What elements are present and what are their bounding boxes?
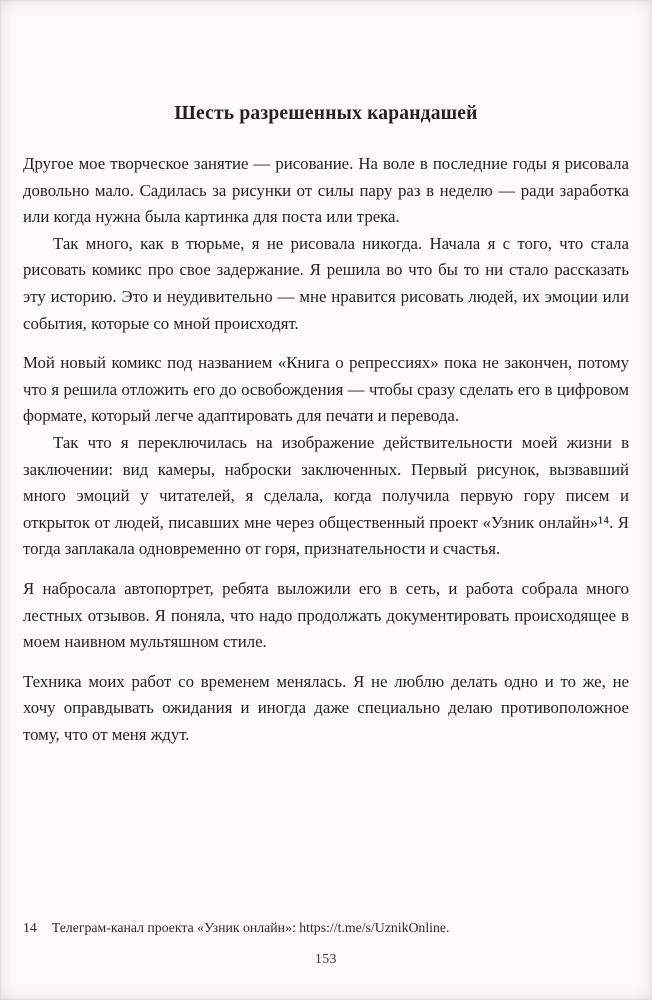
body-text bbox=[23, 151, 629, 748]
paragraph: Мой новый комикс под названием «Книга о репрессиях» пока не закончен, потому что я решила отложить его до освобождения — чтобы сразу сделать его в цифровом формате, который легче адаптировать для печати и перевода. bbox=[23, 353, 629, 426]
chapter-title: Шесть разрешенных карандашей bbox=[174, 103, 478, 124]
footnote bbox=[23, 918, 629, 938]
paragraph: Я набросала автопортрет, ребята выложили его в сеть, и работа собрала много лестных отзывов. Я поняла, что надо продолжать документировать происходящее в моем наивном мультяшном стиле. bbox=[23, 578, 629, 652]
paragraph: Так что я переключилась на изображение действительности моей жизни в заключении: вид камеры, наброски заключенных. Первый рисунок, вызвавший много эмоций у читателей, я сделала, когда получила первую гору писем и открыток от людей, писавших мне через общественный проект «Узник онлайн»¹⁴. Я тогда заплакала одновременно от горя, признательности и счастья. bbox=[23, 432, 629, 559]
paragraph: Так много, как в тюрьме, я не рисовала никогда. Начала я с того, что стала рисовать комикс про свое задержание. Я решила во что бы то ни стало рассказать эту историю. Это и неудивительно — мне нравится рисовать людей, их эмоции или события, которые со мной происходят. bbox=[23, 233, 629, 333]
paragraph: Техника моих работ со временем менялась. Я не люблю делать одно и то же, не хочу оправдывать ожидания и иногда даже специально делаю противоположное тому, что от меня ждут. bbox=[23, 671, 629, 744]
page-number: 153 bbox=[314, 951, 338, 966]
footnote-text: Телеграм-канал проекта «Узник онлайн»: https://t.me/s/UznikOnline. bbox=[51, 920, 450, 935]
footnote-number: 14 bbox=[23, 920, 37, 935]
paragraph: Другое мое творческое занятие — рисование. На воле в последние годы я рисовала довольно мало. Садилась за рисунки от силы пару раз в неделю — ради заработка или когда нужна была картинка для поста или трека. bbox=[23, 154, 629, 227]
